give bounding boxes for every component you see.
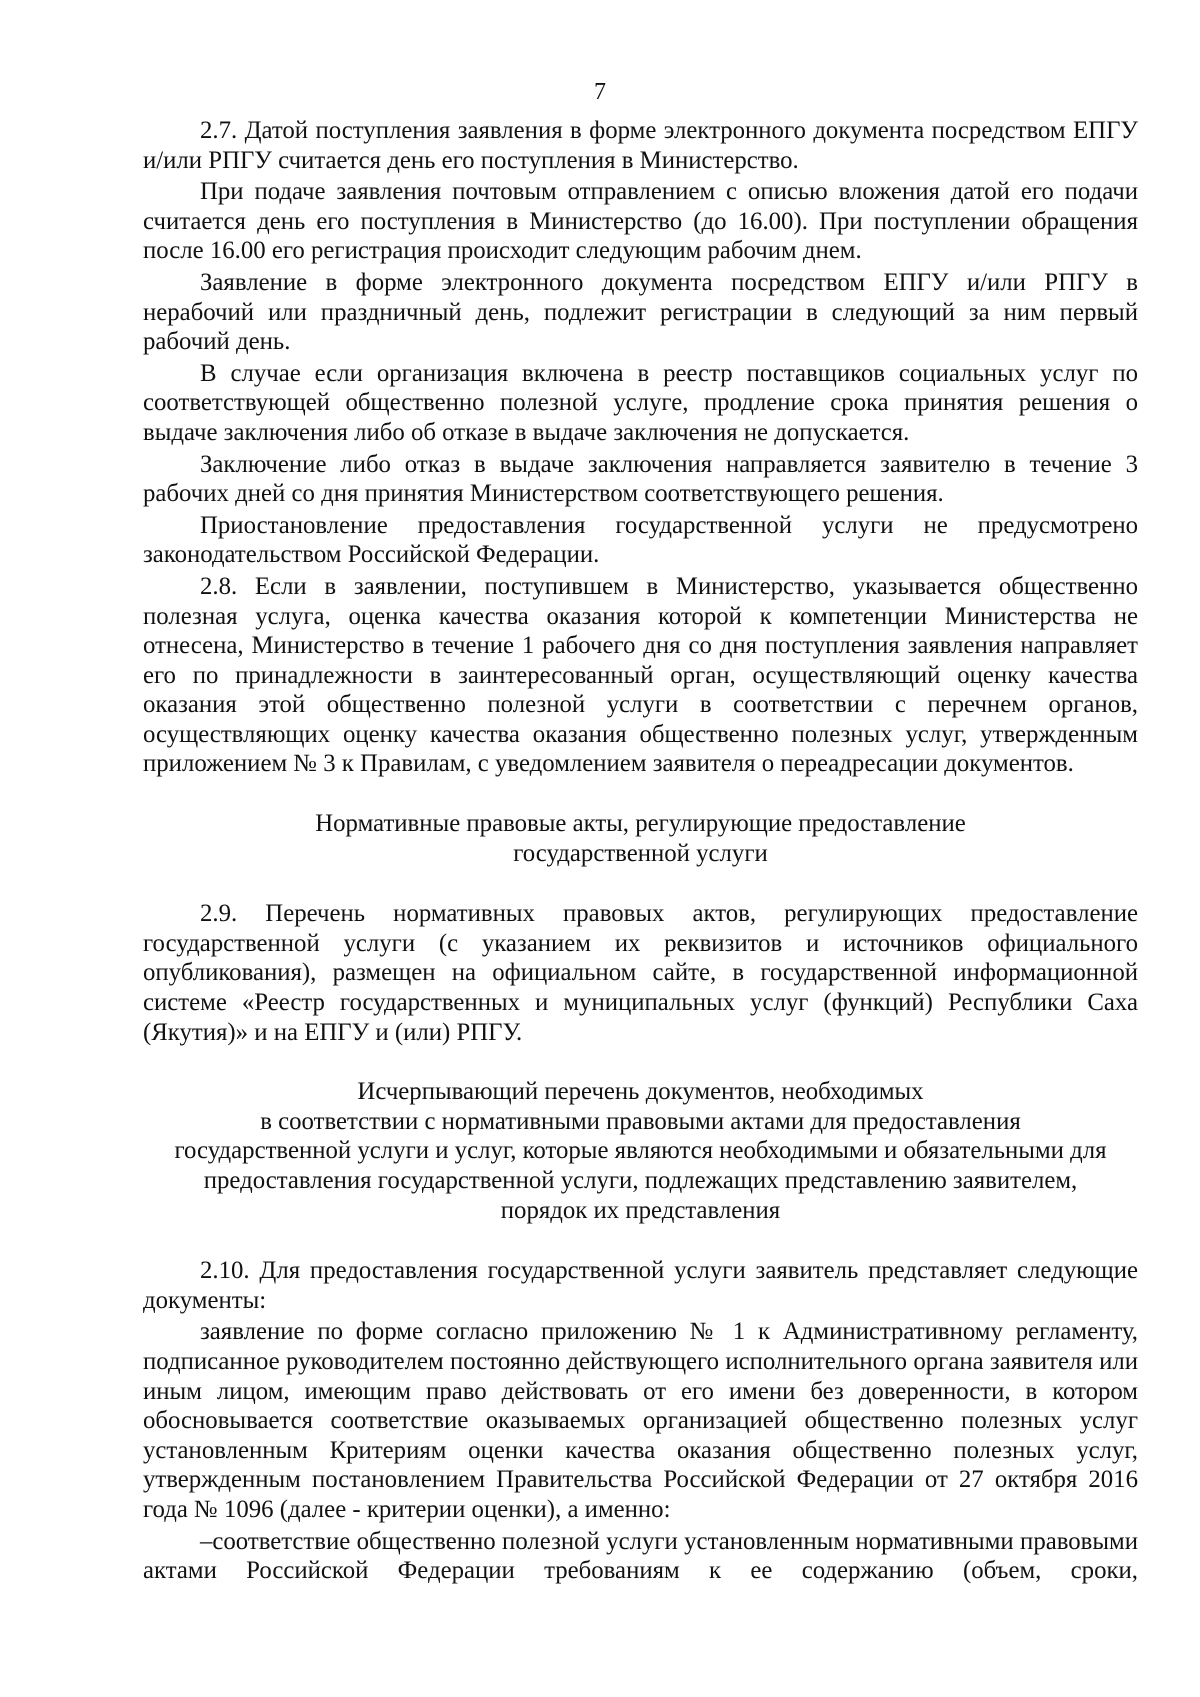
- section-heading-normative-acts: [143, 809, 1138, 868]
- heading-line: государственной услуги и услуг, которые являются необходимыми и обязательными для: [174, 1137, 1107, 1165]
- paragraph-conclusion-sent: Заключение либо отказ в выдаче заключения направляется заявителю в течение 3 рабочих дней со дня принятия Министерством соответствующего решения.: [143, 450, 1138, 508]
- paragraph-registry-suppliers: В случае если организация включена в реестр поставщиков социальных услуг по соответствующей общественно полезной услуге, продление срока принятия решения о выдаче заключения либо об отказе в выдаче заключения не допускается.: [143, 359, 1138, 446]
- paragraph-application-form: заявление по форме согласно приложению № 1 к Административному регламенту, подписанное руководителем постоянно действующего исполнительного органа заявителя или иным лицом, имеющим право действовать от его имени без доверенности, в котором обосновывается соответствие оказываемых организацией общественно полезных услуг установленным Критериям оценки качества оказания общественно полезных услуг, утвержденным постановлением Правительства Российской Федерации от 27 октября 2016 года № 1096 (далее - критерии оценки), а именно:: [143, 1318, 1138, 1523]
- heading-line: государственной услуги: [513, 839, 768, 867]
- paragraph-2-9: 2.9. Перечень нормативных правовых актов, регулирующих предоставление государственной услуги (с указанием их реквизитов и источников официального опубликования), размещен на официальном сайте, в государственной информационной системе «Реестр государственных и муниципальных услуг (функций) Республики Саха (Якутия)» и на ЕПГУ и (или) РПГУ.: [143, 900, 1138, 1046]
- paragraph-2-7: 2.7. Датой поступления заявления в форме электронного документа посредством ЕПГУ и/или РПГУ считается день его поступления в Министерство.: [143, 117, 1138, 174]
- section-heading-documents-list: [143, 1077, 1138, 1225]
- heading-line: Нормативные правовые акты, регулирующие предоставление: [315, 810, 966, 838]
- document-body: [143, 116, 1138, 1588]
- heading-line: в соответствии с нормативными правовыми актами для предоставления: [260, 1107, 1021, 1135]
- list-item-compliance: –соответствие общественно полезной услуги установленным нормативными правовыми актами Российской Федерации требованиям к ее содержанию (объем, сроки,: [143, 1527, 1138, 1585]
- paragraph-2-8: 2.8. Если в заявлении, поступившем в Министерство, указывается общественно полезная услуга, оценка качества оказания которой к компетенции Министерства не отнесена, Министерство в течение 1 рабочего дня со дня поступления заявления направляет его по принадлежности в заинтересованный орган, осуществляющий оценку качества оказания этой общественно полезной услуги в соответствии с перечнем органов, осуществляющих оценку качества оказания общественно полезных услуг, утвержденным приложением № 3 к Правилам, с уведомлением заявителя о переадресации документов.: [143, 572, 1138, 778]
- paragraph-holiday-registration: Заявление в форме электронного документа посредством ЕПГУ и/или РПГУ в нерабочий или праздничный день, подлежит регистрации в следующий за ним первый рабочий день.: [143, 268, 1138, 356]
- heading-line: Исчерпывающий перечень документов, необходимых: [357, 1078, 924, 1106]
- paragraph-2-10: 2.10. Для предоставления государственной услуги заявитель представляет следующие документы:: [143, 1257, 1138, 1314]
- page-number: 7: [594, 79, 606, 105]
- paragraph-suspension: Приостановление предоставления государственной услуги не предусмотрено законодательством Российской Федерации.: [143, 511, 1138, 569]
- heading-line: порядок их представления: [500, 1196, 781, 1224]
- heading-line: предоставления государственной услуги, подлежащих представлению заявителем,: [203, 1167, 1078, 1194]
- paragraph-mail-submission: При подаче заявления почтовым отправлением с описью вложения датой его подачи считается день его поступления в Министерство (до 16.00). При поступлении обращения после 16.00 его регистрация происходит следующим рабочим днем.: [143, 178, 1138, 265]
